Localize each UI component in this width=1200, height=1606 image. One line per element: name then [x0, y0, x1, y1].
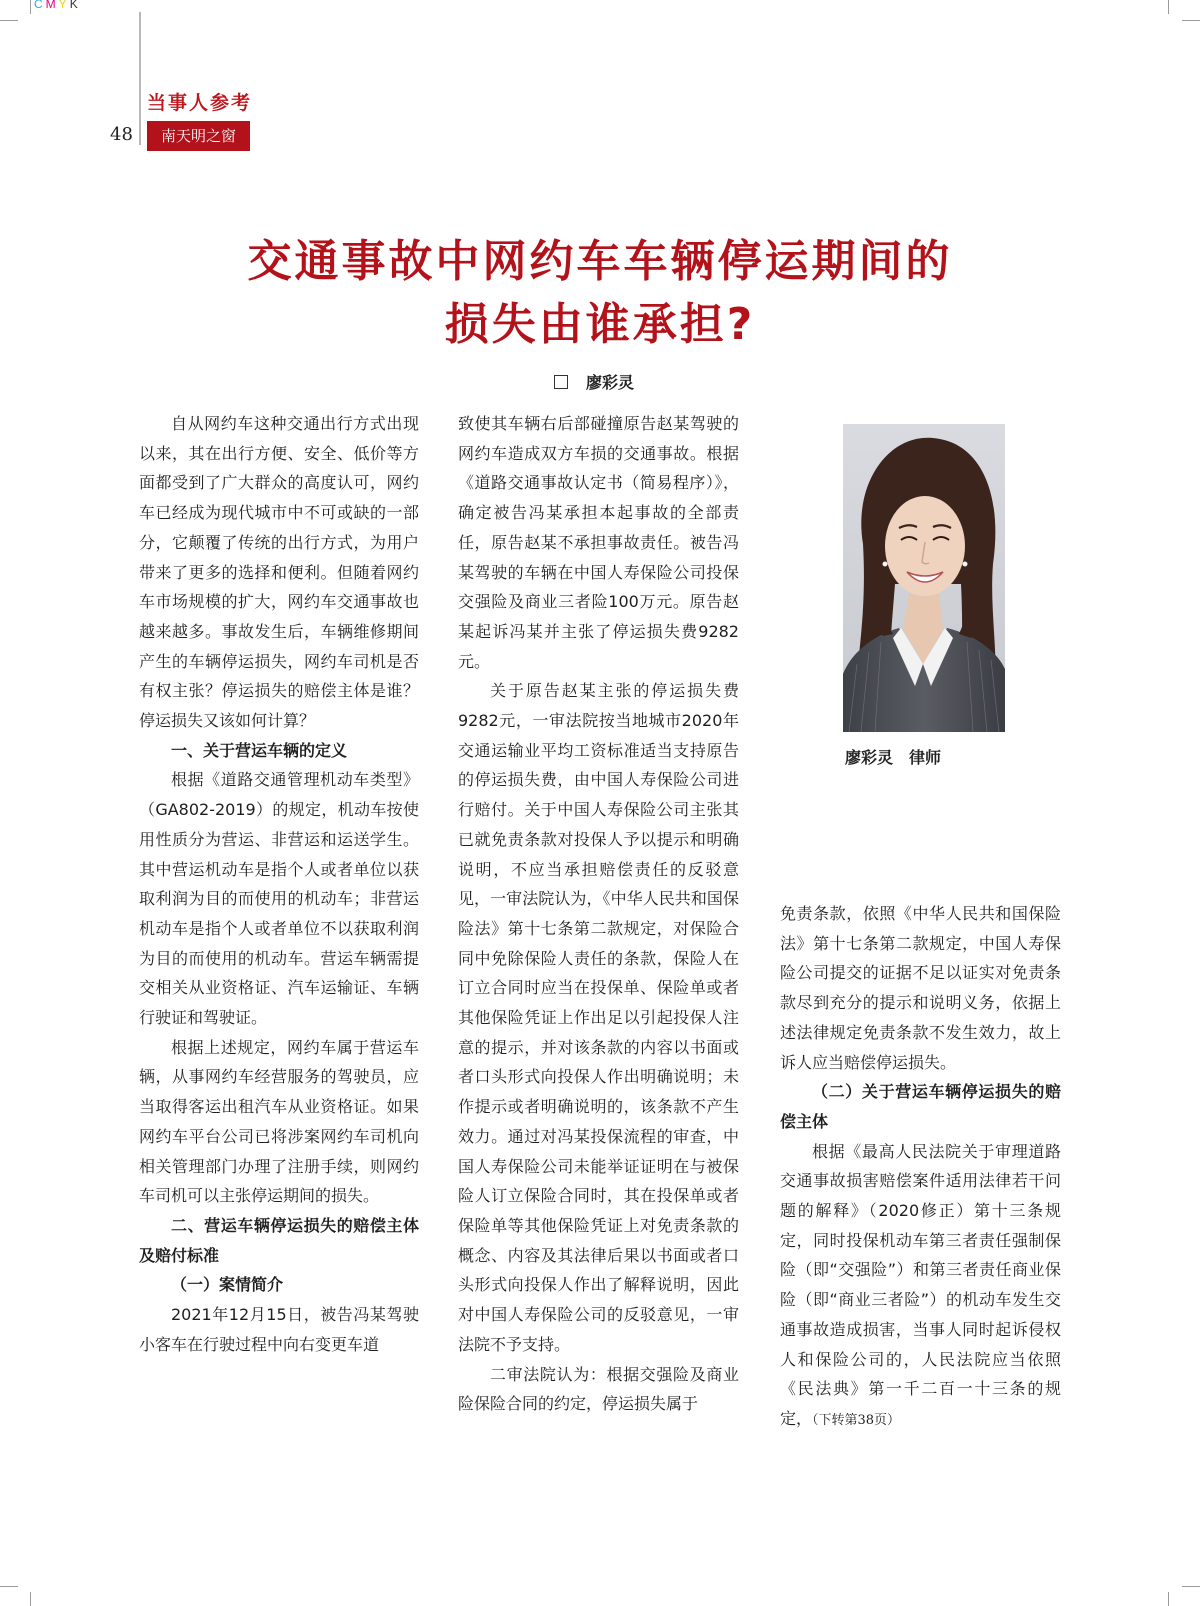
author-photo [843, 424, 1005, 732]
article-title-line1: 交通事故中网约车车辆停运期间的 [247, 236, 953, 287]
crop-mark-tl-v [30, 0, 31, 14]
section-heading: 一、关于营运车辆的定义 [171, 740, 348, 760]
paragraph: 2021年12月15日，被告冯某驾驶小客车在行驶过程中向右变更车道 [139, 1305, 419, 1354]
subsection-heading: （二）关于营运车辆停运损失的赔偿主体 [780, 1082, 1061, 1131]
crop-mark-tr-h [1182, 20, 1200, 21]
section-heading: 二、营运车辆停运损失的赔偿主体及赔付标准 [139, 1215, 419, 1265]
paragraph: 自从网约车这种交通出行方式出现以来，其在出行方便、安全、低价等方面都受到了广大群众的高度认可，网约车已经成为现代城市中不可或缺的一部分，它颠覆了传统的出行方式，为用户带来了更多的选择和便利。但随着网约车市场规模的扩大，网约车交通事故也越来越多。事故发生后，车辆维修期间产生的车辆停运损失，网约车司机是否有权主张？停运损失的赔偿主体是谁？停运损失又该如何计算？ [139, 414, 419, 731]
paragraph: 致使其车辆右后部碰撞原告赵某驾驶的网约车造成双方车损的交通事故。根据《道路交通事故认定书（简易程序）》，确定被告冯某承担本起事故的全部责任，原告赵某不承担事故责任。被告冯某驾驶的车辆在中国人寿保险公司投保交强险及商业三者险100万元。原告赵某起诉冯某并主张了停运损失费9282元。 [458, 414, 739, 671]
photo-caption: 廖彩灵 律师 [845, 748, 942, 767]
cmyk-c: C [34, 0, 46, 11]
paragraph: 关于原告赵某主张的停运损失费9282元，一审法院按当地城市2020年交通运输业平均工资标准适当支持原告的停运损失费，由中国人寿保险公司进行赔付。关于中国人寿保险公司主张其已就免责条款对投保人予以提示和明确说明，不应当承担赔偿责任的反驳意见，一审法院认为，《中华人民共和国保险法》第十七条第二款规定，对保险合同中免除保险人责任的条款，保险人在订立合同时应当在投保单、保险单或者其他保险凭证上作出足以引起投保人注意的提示，并对该条款的内容以书面或者口头形式向投保人作出明确说明；未作提示或者明确说明的，该条款不产生效力。通过对冯某投保流程的审查，中国人寿保险公司未能举证证明在与被保险人订立保险合同时，其在投保单或者保险单等其他保险凭证上对免责条款的概念、内容及其法律后果以书面或者口头形式向投保人作出了解释说明，因此对中国人寿保险公司的反驳意见，一审法院不予支持。 [458, 681, 739, 1354]
crop-mark-tr-v [1168, 0, 1169, 14]
text-column-3 [780, 899, 1061, 1436]
cmyk-color-marks [34, 0, 81, 11]
header-divider-line [139, 12, 141, 145]
subsection-heading: （一）案情简介 [171, 1275, 284, 1295]
crop-mark-tl-h [0, 20, 18, 21]
byline-box-icon [554, 375, 568, 389]
author-byline [554, 370, 634, 393]
cmyk-y: Y [58, 0, 70, 11]
column-tag: 南天明之窗 [147, 121, 250, 151]
crop-mark-bl-h [0, 1586, 18, 1587]
author-portrait [843, 424, 1005, 732]
paragraph [780, 1137, 1061, 1436]
cmyk-m: M [45, 0, 59, 11]
cmyk-k: K [69, 0, 81, 11]
paragraph: 根据上述规定，网约车属于营运车辆，从事网约车经营服务的驾驶员，应当取得客运出租汽车从业资格证。如果网约车平台公司已将涉案网约车司机向相关管理部门办理了注册手续，则网约车司机可以主张停运期间的损失。 [139, 1037, 419, 1206]
paragraph: 免责条款，依照《中华人民共和国保险法》第十七条第二款规定，中国人寿保险公司提交的证据不足以证实对免责条款尽到充分的提示和说明义务，依据上述法律规定免责条款不发生效力，故上诉人应当赔偿停运损失。 [780, 904, 1061, 1072]
continuation-note: （下转第38页） [812, 1412, 901, 1428]
crop-mark-br-h [1182, 1586, 1200, 1587]
page-number: 48 [110, 124, 133, 145]
author-name: 廖彩灵 [586, 373, 635, 392]
crop-mark-br-v [1168, 1592, 1169, 1606]
article-title-line2: 损失由谁承担? [444, 299, 756, 350]
paragraph: 二审法院认为：根据交强险及商业险保险合同的约定，停运损失属于 [458, 1364, 739, 1414]
paragraph-text: 根据《最高人民法院关于审理道路交通事故损害赔偿案件适用法律若干问题的解释》（2020修正）第十三条规定，同时投保机动车第三者责任强制保险（即“交强险”）和第三者责任商业保险（即“商业三者险”）的机动车发生交通事故造成损害，当事人同时起诉侵权人和保险公司的，人民法院应当依照《民法典》第一千二百一十三条的规定， [780, 1141, 1061, 1428]
paragraph: 根据《道路交通管理机动车类型》（GA802-2019）的规定，机动车按使用性质分为营运、非营运和运送学生。其中营运机动车是指个人或者单位以获取利润为目的而使用的机动车；非营运机动车是指个人或者单位不以获取利润为目的而使用的机动车。营运车辆需提交相关从业资格证、汽车运输证、车辆行驶证和驾驶证。 [139, 770, 419, 1028]
text-column-2 [458, 409, 739, 1419]
crop-mark-bl-v [30, 1592, 31, 1606]
text-column-1 [139, 409, 419, 1360]
section-name: 当事人参考 [147, 92, 253, 114]
